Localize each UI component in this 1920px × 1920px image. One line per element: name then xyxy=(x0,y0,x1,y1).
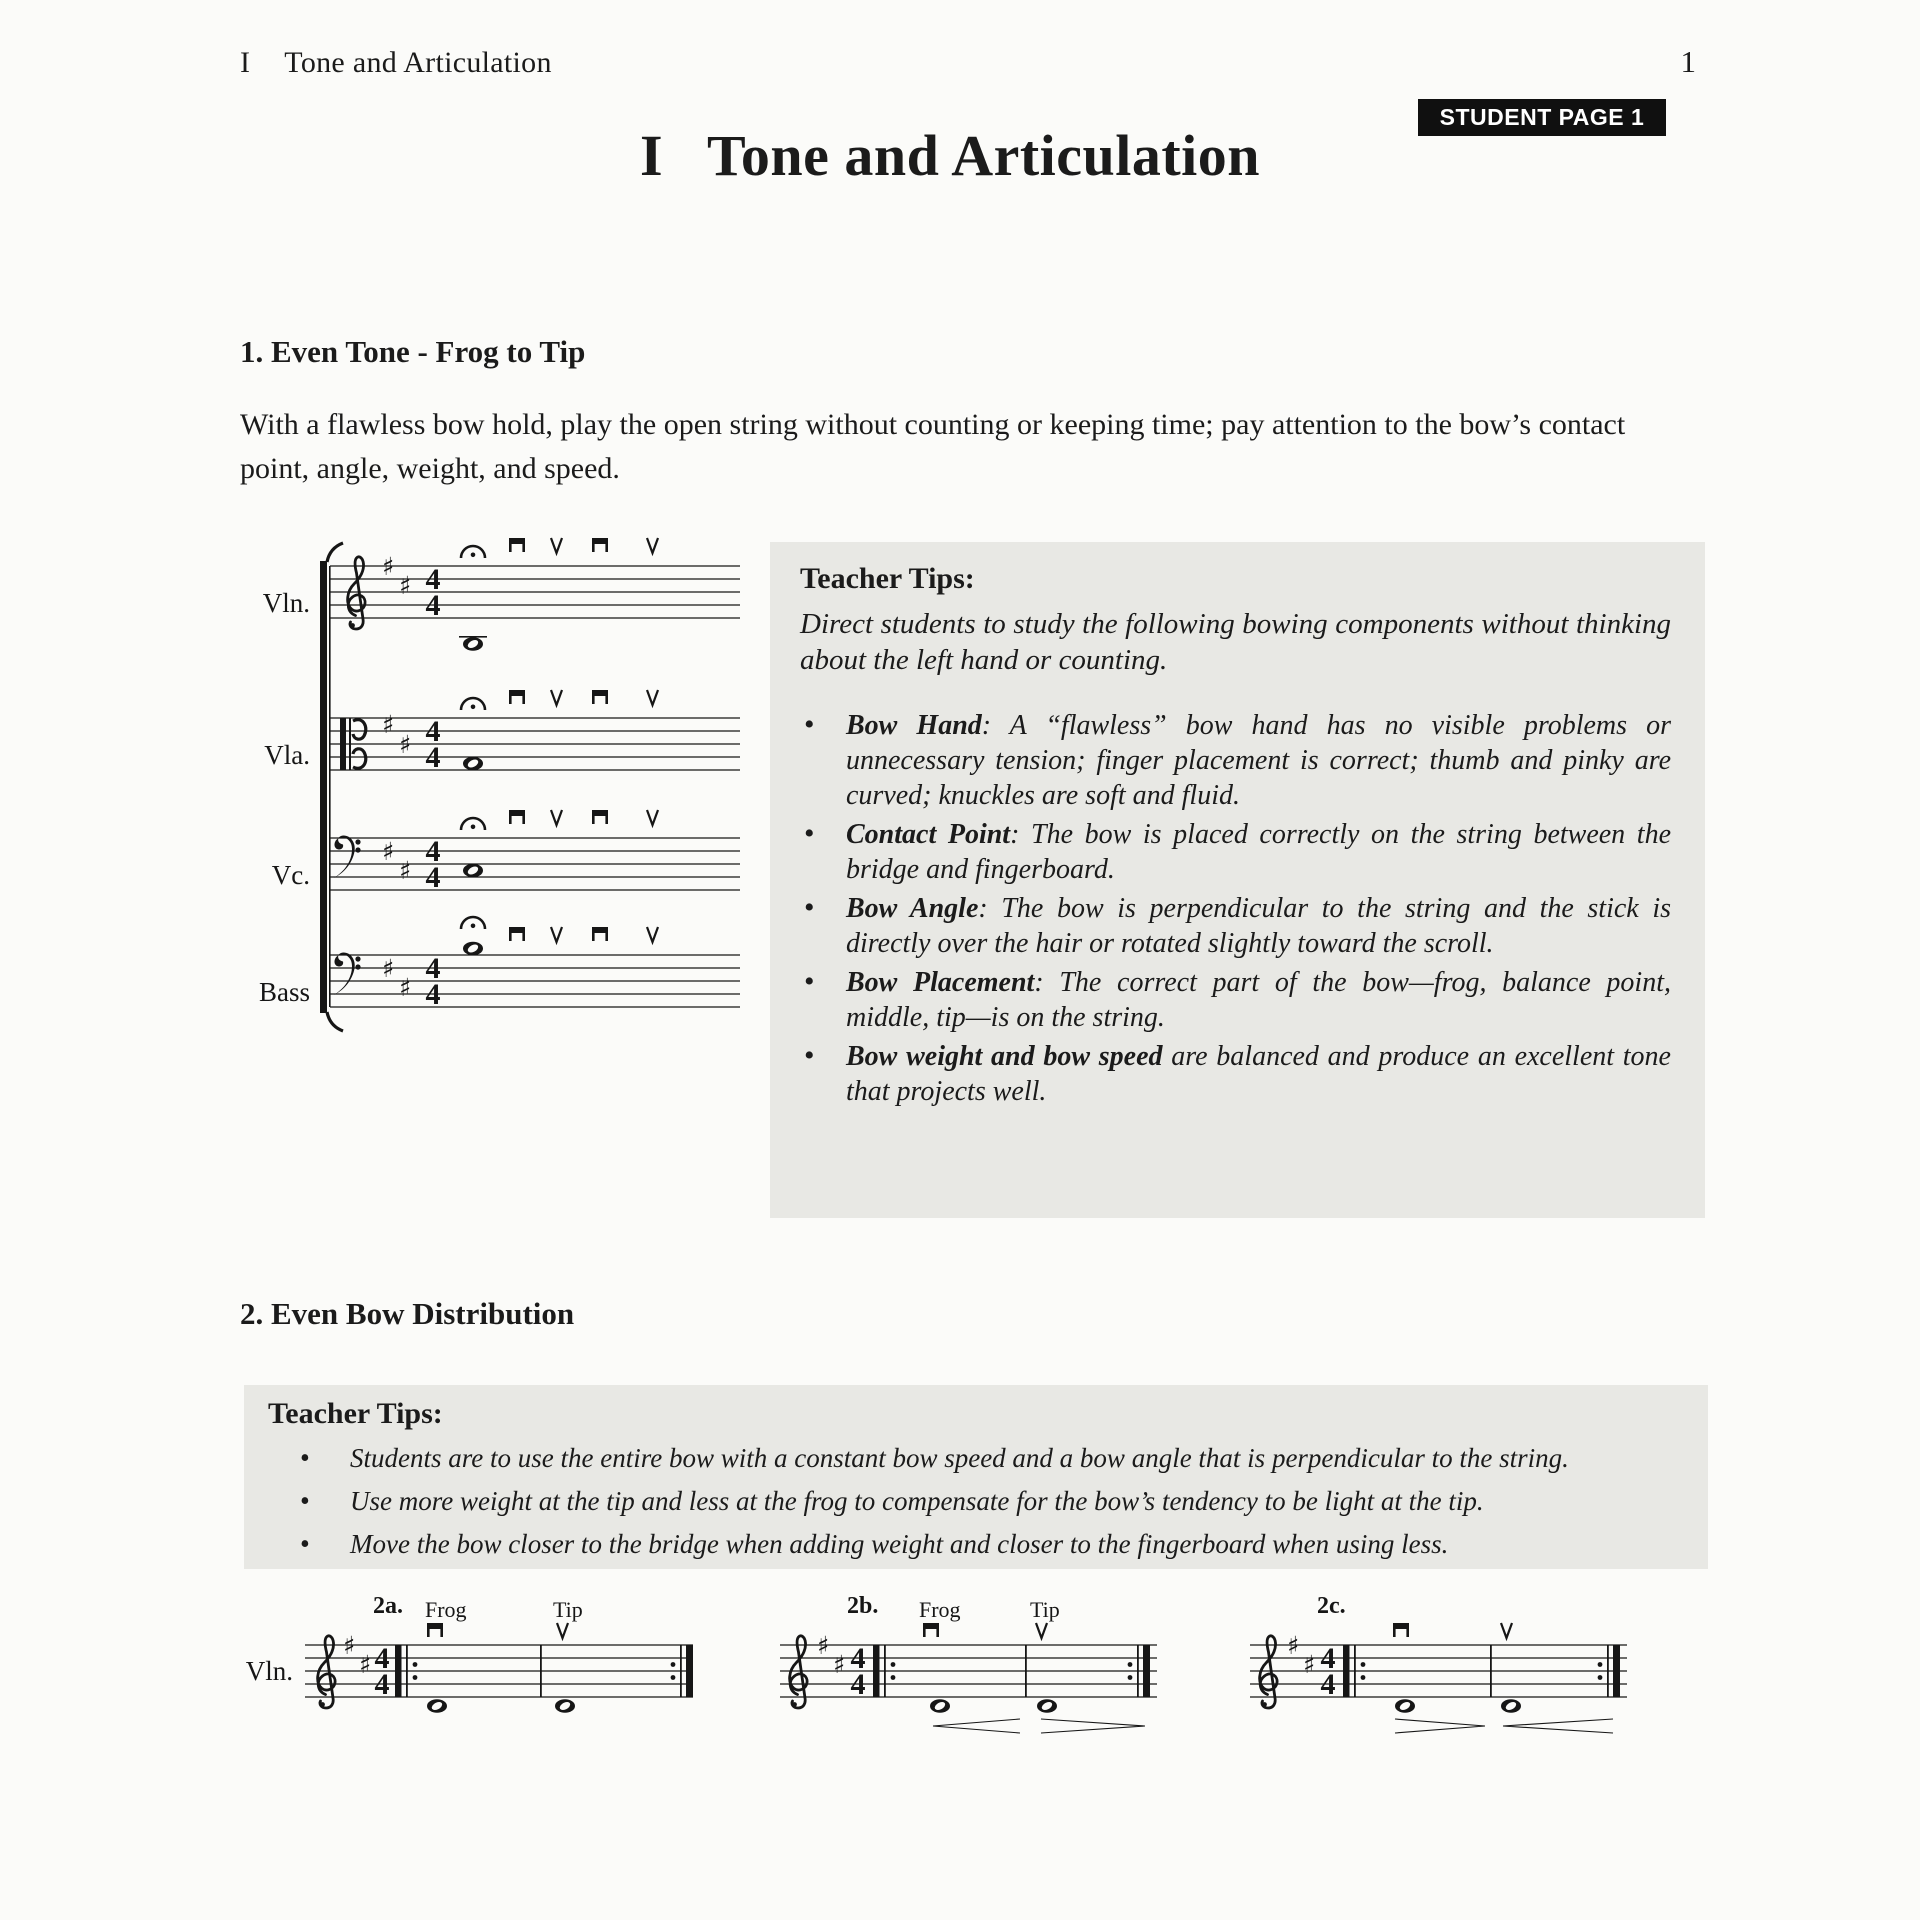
down-bow-icon xyxy=(592,690,608,704)
title-numeral: I xyxy=(639,123,664,188)
cello-staff xyxy=(334,810,658,894)
teacher-tips-box-2 xyxy=(244,1385,1708,1569)
up-bow-icon xyxy=(647,810,658,825)
up-bow-icon xyxy=(557,1623,568,1638)
whole-note xyxy=(1395,1699,1415,1713)
down-bow-icon xyxy=(509,538,525,552)
time-signature-bottom: 4 xyxy=(425,978,441,1011)
tip-text: : A “flawless” bow hand has no visible problems or unnecessary tension; finger placement is correct; thumb and pinky are curved; knuckles are soft and fluid. xyxy=(846,710,1671,811)
down-bow-icon xyxy=(592,810,608,824)
sharp-icon: ♯ xyxy=(382,954,395,983)
sharp-icon: ♯ xyxy=(399,571,412,600)
down-bow-icon xyxy=(509,810,525,824)
sharp-icon: ♯ xyxy=(399,973,412,1002)
viola-staff xyxy=(340,690,658,774)
tip-text: : The correct part of the bow—frog, balance point, middle, tip—is on the string. xyxy=(846,967,1671,1033)
sharp-icon: ♯ xyxy=(343,1631,356,1660)
notation-system-open-string xyxy=(215,525,745,1045)
whole-note xyxy=(463,757,483,771)
frog-label: Frog xyxy=(919,1597,961,1622)
down-bow-icon xyxy=(509,927,525,941)
violin-staff xyxy=(348,538,658,651)
tip-bullet: • Use more weight at the tip and less at the frog to compensate for the bow’s tendency to be light at the tip. xyxy=(268,1480,1682,1523)
chapter-numeral: I xyxy=(240,46,251,79)
whole-note xyxy=(463,864,483,878)
down-bow-icon xyxy=(923,1623,939,1637)
up-bow-icon xyxy=(551,927,562,942)
diminuendo-hairpin xyxy=(1041,1719,1145,1733)
teacher-tips-box-1 xyxy=(770,542,1705,1218)
tip-bullet: • Students are to use the entire bow with a constant bow speed and a bow angle that is perpendicular to the string. xyxy=(268,1437,1682,1480)
time-signature-bottom: 4 xyxy=(850,1668,866,1701)
tip-text: are balanced and produce an excellent tone that projects well. xyxy=(846,1041,1671,1107)
running-header xyxy=(240,46,552,80)
sharp-icon: ♯ xyxy=(359,1650,372,1679)
fermata-icon xyxy=(461,818,485,830)
barline xyxy=(1025,1645,1027,1697)
time-signature-bottom: 4 xyxy=(425,589,441,622)
notation-example-2a xyxy=(235,1585,765,1785)
crescendo-hairpin xyxy=(933,1719,1020,1733)
page-title xyxy=(200,122,1700,189)
whole-note xyxy=(427,1699,447,1713)
sharp-icon: ♯ xyxy=(382,837,395,866)
sharp-icon: ♯ xyxy=(1287,1631,1300,1660)
sharp-icon: ♯ xyxy=(382,552,395,581)
bass-clef-icon xyxy=(334,953,361,996)
time-signature-top: 4 xyxy=(425,563,441,596)
up-bow-icon xyxy=(551,538,562,553)
crescendo-hairpin xyxy=(1503,1719,1613,1733)
whole-note xyxy=(1501,1699,1521,1713)
tip-bullet: • Move the bow closer to the bridge when adding weight and closer to the fingerboard when using less. xyxy=(268,1523,1682,1566)
whole-note xyxy=(1037,1699,1057,1713)
up-bow-icon xyxy=(647,538,658,553)
tip-term: Bow Placement xyxy=(846,967,1035,998)
system-bracket xyxy=(320,543,343,1031)
tip-term: Bow Angle xyxy=(846,893,979,924)
time-signature-top: 4 xyxy=(425,835,441,868)
staff-label-violin: Vln. xyxy=(245,1656,293,1686)
tip-label: Tip xyxy=(1030,1597,1060,1622)
sharp-icon: ♯ xyxy=(382,710,395,739)
fermata-icon xyxy=(461,546,485,558)
sharp-icon: ♯ xyxy=(833,1650,846,1679)
time-signature-top: 4 xyxy=(850,1642,866,1675)
barline xyxy=(540,1645,542,1697)
tips-heading: Teacher Tips: xyxy=(800,562,975,595)
page-number: 1 xyxy=(1680,44,1696,79)
tip-bullet xyxy=(800,1039,1671,1109)
time-signature-top: 4 xyxy=(374,1642,390,1675)
up-bow-icon xyxy=(647,927,658,942)
time-signature-bottom: 4 xyxy=(1320,1668,1336,1701)
bass-clef-icon xyxy=(334,836,361,879)
time-signature-top: 4 xyxy=(425,952,441,985)
example-label: 2c. xyxy=(1317,1593,1346,1619)
up-bow-icon xyxy=(551,810,562,825)
section-1-heading: 1. Even Tone - Frog to Tip xyxy=(240,334,586,369)
staff-label-viola: Vla. xyxy=(264,740,310,770)
example-label: 2b. xyxy=(847,1593,879,1619)
staff-label-bass: Bass xyxy=(258,977,310,1007)
tip-term: Bow Hand xyxy=(846,710,982,741)
example-label: 2a. xyxy=(373,1593,403,1619)
diminuendo-hairpin xyxy=(1395,1719,1485,1733)
sharp-icon: ♯ xyxy=(1303,1650,1316,1679)
whole-note xyxy=(930,1699,950,1713)
time-signature-bottom: 4 xyxy=(425,861,441,894)
tips-heading: Teacher Tips: xyxy=(268,1397,443,1430)
notation-example-2c xyxy=(1245,1585,1695,1785)
tip-bullet xyxy=(800,817,1671,887)
whole-note xyxy=(463,637,483,651)
whole-note xyxy=(555,1699,575,1713)
student-page-badge: STUDENT PAGE 1 xyxy=(1418,99,1666,136)
time-signature-top: 4 xyxy=(1320,1642,1336,1675)
down-bow-icon xyxy=(592,927,608,941)
section-1-body: With a flawless bow hold, play the open string without counting or keeping time; pay attention to the bow’s contact point, angle, weight, and speed. xyxy=(240,408,1626,485)
sharp-icon: ♯ xyxy=(817,1631,830,1660)
chapter-title: Tone and Articulation xyxy=(284,46,552,79)
barline xyxy=(1490,1645,1492,1697)
fermata-icon xyxy=(461,698,485,710)
up-bow-icon xyxy=(1036,1623,1047,1638)
up-bow-icon xyxy=(1501,1623,1512,1638)
tip-bullet xyxy=(800,708,1671,813)
tip-label: Tip xyxy=(553,1597,583,1622)
tip-bullet xyxy=(800,965,1671,1035)
staff-label-cello: Vc. xyxy=(271,860,310,890)
sharp-icon: ♯ xyxy=(399,856,412,885)
down-bow-icon xyxy=(592,538,608,552)
tip-text: : The bow is perpendicular to the string and the stick is directly over the hair or rotated slightly toward the scroll. xyxy=(846,893,1671,959)
down-bow-icon xyxy=(427,1623,443,1637)
tip-text: : The bow is placed correctly on the string between the bridge and fingerboard. xyxy=(846,819,1671,885)
up-bow-icon xyxy=(551,690,562,705)
bass-staff xyxy=(334,917,658,1011)
down-bow-icon xyxy=(509,690,525,704)
down-bow-icon xyxy=(1393,1623,1409,1637)
whole-note xyxy=(463,942,483,956)
notation-example-2b xyxy=(775,1585,1225,1785)
title-text: Tone and Articulation xyxy=(707,123,1261,188)
up-bow-icon xyxy=(647,690,658,705)
time-signature-bottom: 4 xyxy=(374,1668,390,1701)
frog-label: Frog xyxy=(425,1597,467,1622)
time-signature-bottom: 4 xyxy=(425,741,441,774)
staff-label-violin: Vln. xyxy=(262,588,310,618)
sharp-icon: ♯ xyxy=(399,730,412,759)
fermata-icon xyxy=(461,917,485,929)
tips-intro: Direct students to study the following bowing components without thinking about the left hand or counting. xyxy=(800,608,1671,676)
section-2-heading: 2. Even Bow Distribution xyxy=(240,1296,575,1331)
time-signature-top: 4 xyxy=(425,715,441,748)
tip-term: Contact Point xyxy=(846,819,1011,850)
tip-bullet xyxy=(800,891,1671,961)
staff-lines xyxy=(330,566,740,1007)
tip-term: Bow weight and bow speed xyxy=(846,1041,1163,1072)
